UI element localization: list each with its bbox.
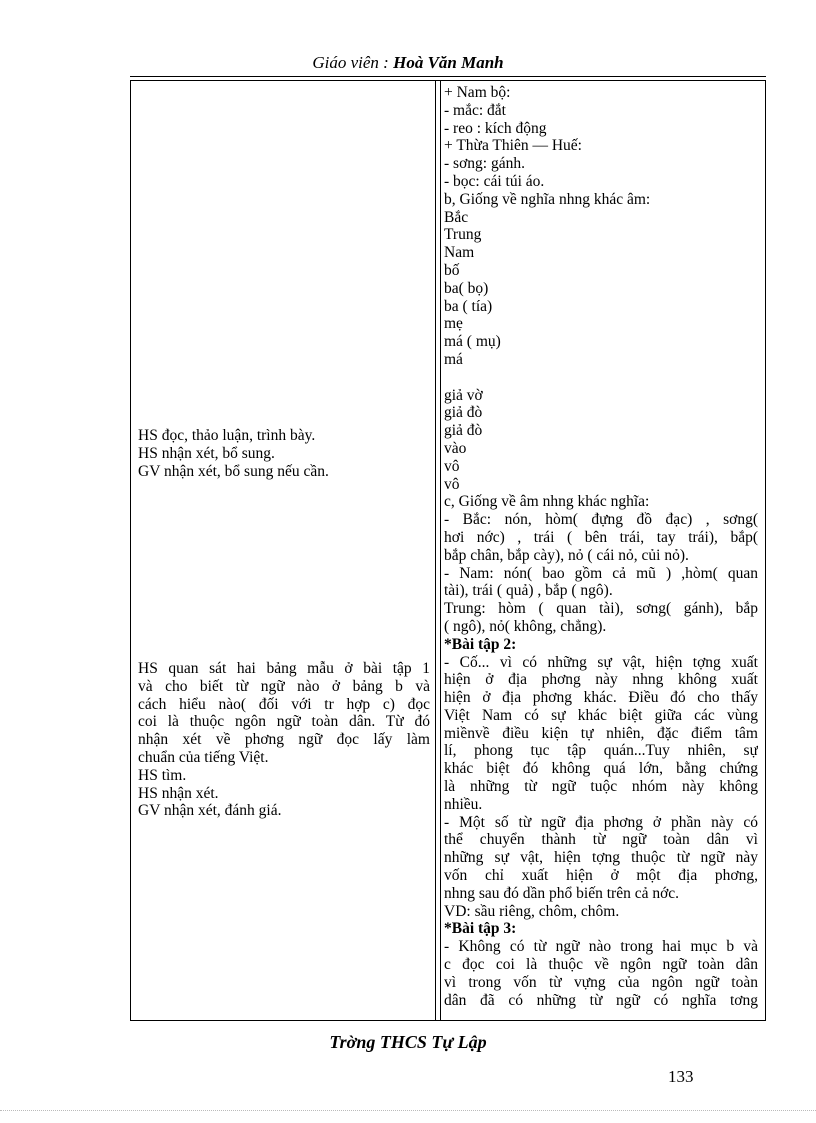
left-line: HS tìm. [138,766,187,784]
content-line: Bắc [444,208,469,226]
content-line: giả vờ [444,386,483,404]
left-line: nhận xét về phơng ngữ đọc lấy làm [138,731,430,749]
content-line: tài), trái ( quả) , bắp ( ngô). [444,582,613,600]
content-line: ba( bọ) [444,279,489,297]
content-line: - Một số từ ngữ địa phơng ở phần này có [444,813,758,831]
bottom-rule [0,1110,816,1111]
left-line: và cho biết từ ngữ nào ở bảng b và [138,677,430,695]
content-line: Nam [444,244,475,262]
left-line: HS đọc, thảo luận, trình bày. [138,427,316,444]
content-line: hiện ở địa phơng này nhng không xuất [444,671,758,689]
content-line: nhiều. [444,795,483,813]
exercise-heading: *Bài tập 3: [444,920,517,938]
content-line: giả đò [444,422,483,440]
content-line: má [444,350,463,368]
content-line: giả đò [444,404,483,422]
content-line: + Nam bộ: [444,84,511,101]
content-line: bắp chân, bắp cày), nỏ ( cái nỏ, củi nỏ). [444,546,689,564]
content-line: - Không có từ ngữ nào trong hai mục b và [444,938,758,956]
content-line: Trung [444,226,482,244]
content-line: Việt Nam có sự khác biệt giữa các vùng [444,706,758,724]
content-line: vô [444,457,460,475]
content-line: miềnvề điều kiện tự nhiên, đặc điểm tâm [444,724,758,742]
content-line: hiện ở địa phơng khác. Điều đó cho thấy [444,689,758,707]
content-line: VD: sầu riêng, chôm, chôm. [444,902,620,920]
content-line: Trung: hòm ( quan tài), sơng( gánh), bắp [444,600,758,618]
left-line: cách hiểu nào( đối với tr hợp c) đọc [138,695,430,713]
content-line: vì trong vốn từ vựng của ngôn ngữ toàn [444,973,758,991]
teacher-activity-block-2 [138,660,430,820]
content-line: hơi nớc) , trái ( bên trái, tay trái), bắp( [444,528,758,546]
school-footer: Trờng THCS Tự Lập [329,1032,487,1052]
content-line: vô [444,475,460,493]
content-line: - sơng: gánh. [444,155,525,173]
left-line: chuẩn của tiếng Việt. [138,748,269,766]
content-line: thể chuyển thành từ ngữ toàn dân vì [444,831,758,849]
left-line: GV nhận xét, đánh giá. [138,802,282,820]
content-line: - bọc: cái túi áo. [444,172,545,190]
column-divider [435,80,441,1021]
content-line: - reo : kích động [444,119,547,137]
content-line: những sự vật, hiện tợng thuộc từ ngữ này [444,849,758,867]
page-number: 133 [668,1067,694,1086]
left-line: coi là thuộc ngôn ngữ toàn dân. Từ đó [138,713,430,731]
content-line: dân đã có những từ ngữ có nghĩa tơng [444,991,758,1009]
content-line: c đọc coi là thuộc về ngôn ngữ toàn dân [444,956,758,974]
content-line: ( ngô), nỏ( không, chẳng). [444,617,607,635]
content-line: bố [444,261,460,279]
left-line: HS nhận xét, bổ sung. [138,444,275,462]
content-line: b, Giống về nghĩa nhng khác âm: [444,190,651,208]
content-line: lí, phong tục tập quán...Tuy nhiên, sự [444,742,758,760]
header-rule [130,76,766,77]
content-line: + Thừa Thiên — Huế: [444,137,582,155]
content-line: là những từ ngữ tuộc nhóm này không [444,778,758,796]
content-line: - mắc: đắt [444,101,506,119]
content-line: - Bắc: nón, hòm( đựng đồ đạc) , sơng( [444,511,758,529]
left-line: HS nhận xét. [138,784,219,802]
content-line: vào [444,439,467,457]
content-line: vốn chỉ xuất hiện ở một địa phơng, [444,867,758,885]
content-line: - Cố... vì có những sự vật, hiện tợng xuất [444,653,758,671]
exercise-heading: *Bài tập 2: [444,635,517,653]
content-line: khác biệt đó không quá lớn, bằng chứng [444,760,758,778]
content-line: ba ( tía) [444,297,493,315]
left-line: HS quan sát hai bảng mẫu ở bài tập 1 [138,660,430,677]
content-line: - Nam: nón( bao gồm cả mũ ) ,hòm( quan [444,564,758,582]
page-header [0,50,816,76]
blank-line [444,369,758,387]
content-line: c, Giống về âm nhng khác nghĩa: [444,493,650,511]
teacher-activity-block-1 [138,427,430,480]
content-line: mẹ [444,315,463,333]
content-column [444,84,758,1016]
header-prefix: Giáo viên : [312,53,394,72]
content-line: má ( mụ) [444,333,501,351]
left-line: GV nhận xét, bổ sung nếu cần. [138,462,329,480]
header-teacher-name: Hoà Văn Manh [393,53,504,72]
content-line: nhng sau đó dần phổ biến trên cả nớc. [444,884,680,902]
